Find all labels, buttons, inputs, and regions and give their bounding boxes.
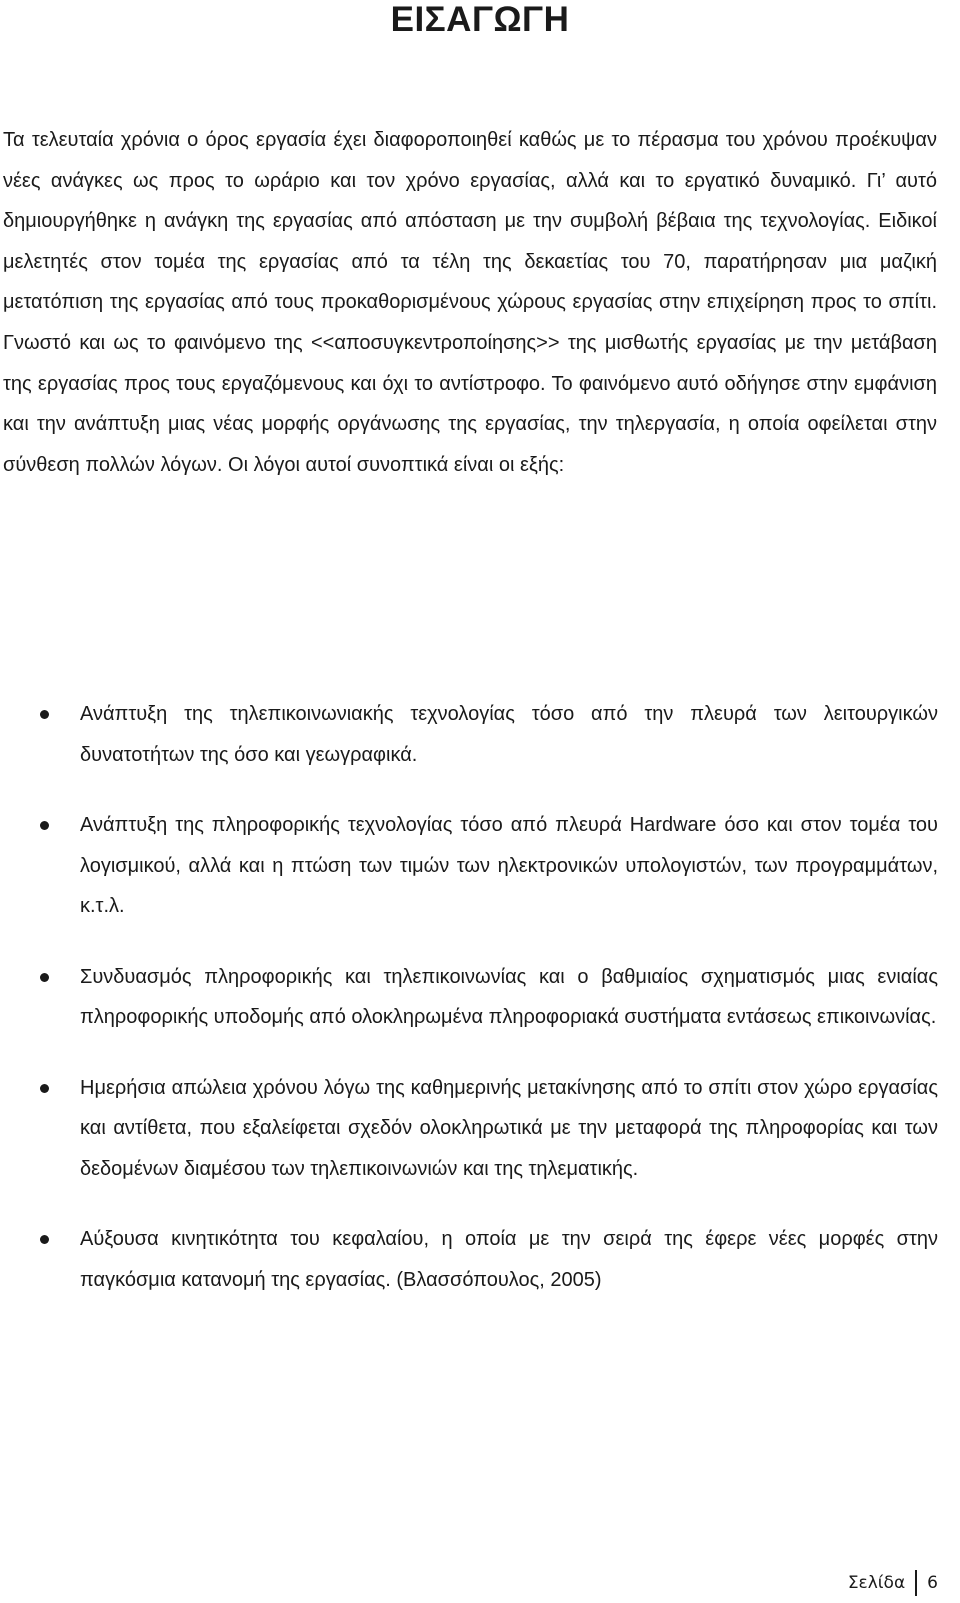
list-item (0, 1219, 938, 1300)
page-title: ΕΙΣΑΓΩΓΗ (390, 0, 570, 39)
bullet-icon (40, 1084, 49, 1093)
intro-paragraph: Τα τελευταία χρόνια ο όρος εργασία έχει διαφοροποιηθεί καθώς με το πέρασμα του χρόνου προέκυψαν νέες ανάγκες ως προς το ωράριο και τον χρόνο εργασίας, αλλά και το εργατικό δυναμικό. Γι’ αυτό δημιουργήθηκε η ανάγκη της εργασίας από απόσταση με την συμβολή βέβαια της τεχνολογίας. Ειδικοί μελετητές στον τομέα της εργασίας από τα τέλη της δεκαετίας του 70, παρατήρησαν μια μαζική μετατόπιση της εργασίας από τους προκαθορισμένους χώρους εργασίας στην επιχείρηση προς το σπίτι. Γνωστό και ως το φαινόμενο της <<αποσυγκεντροποίησης>> της μισθωτής εργασίας με την μετάβαση της εργασίας προς τους εργαζόμενους και όχι το αντίστροφο. Το φαινόμενο αυτό οδήγησε στην εμφάνιση και την ανάπτυξη μιας νέας μορφής οργάνωσης της εργασίας, την τηλεργασία, η οποία οφείλεται στην σύνθεση πολλών λόγων. Οι λόγοι αυτοί συνοπτικά είναι οι εξής: (3, 129, 937, 476)
list-item-text: Ανάπτυξη της τηλεπικοινωνιακής τεχνολογίας τόσο από την πλευρά των λειτουργικών δυνατοτήτων της όσο και γεωγραφικά. (80, 703, 938, 766)
list-item-text: Συνδυασμός πληροφορικής και τηλεπικοινωνίας και ο βαθμιαίος σχηματισμός μιας ενιαίας πληροφορικής υποδομής από ολοκληρωμένα πληροφοριακά συστήματα εντάσεως επικοινωνίας. (80, 965, 938, 1028)
list-item (0, 805, 938, 927)
list-item (0, 1068, 938, 1190)
page-footer (848, 1568, 938, 1598)
list-item-text: Αύξουσα κινητικότητα του κεφαλαίου, η οποία με την σειρά της έφερε νέες μορφές στην παγκόσμια κατανομή της εργασίας. (Βλασσόπουλος, 2005) (80, 1228, 938, 1291)
reasons-list (0, 694, 940, 1330)
list-item (0, 957, 938, 1038)
list-item-text: Ανάπτυξη της πληροφορικής τεχνολογίας τόσο από πλευρά Hardware όσο και στον τομέα του λογισμικού, αλλά και η πτώση των τιμών των ηλεκτρονικών υπολογιστών, των προγραμμάτων, κ.τ.λ. (80, 814, 938, 917)
list-item-text: Ημερήσια απώλεια χρόνου λόγω της καθημερινής μετακίνησης από το σπίτι στον χώρο εργασίας και αντίθετα, που εξαλείφεται σχεδόν ολοκληρωτικά με την μεταφορά της πληροφορίας και των δεδομένων διαμέσου των τηλεπικοινωνιών και της τηλεματικής. (80, 1076, 938, 1180)
bullet-icon (40, 1235, 49, 1244)
page-number: 6 (927, 1573, 938, 1593)
bullet-icon (40, 710, 49, 719)
bullet-icon (40, 973, 49, 982)
page-label: Σελίδα (847, 1573, 906, 1593)
bullet-icon (40, 821, 49, 830)
list-item (0, 694, 938, 775)
